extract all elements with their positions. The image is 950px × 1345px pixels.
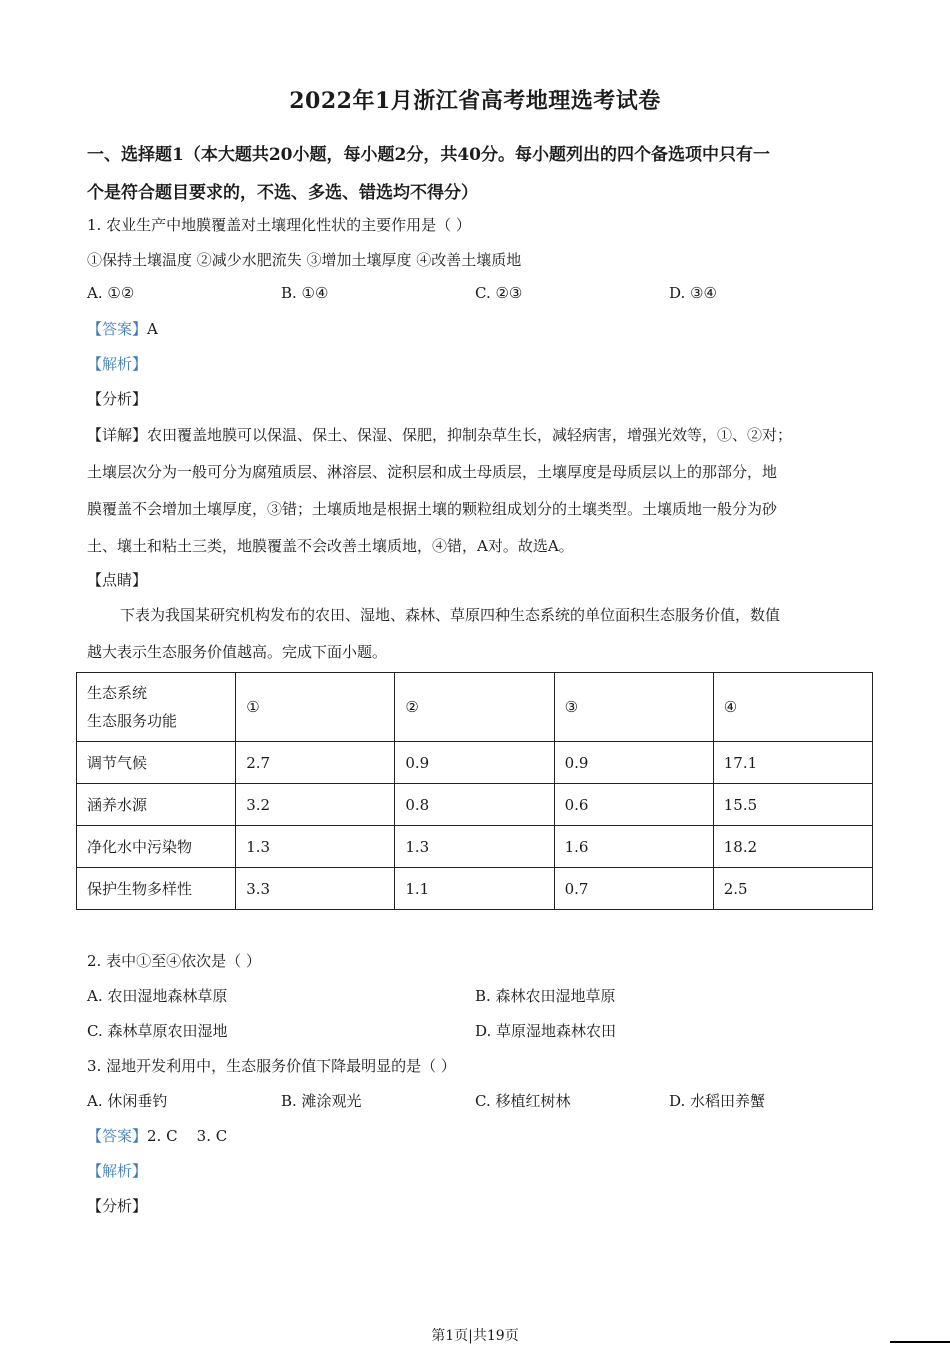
q1-detail-line-1: 【详解】农田覆盖地膜可以保温、保土、保湿、保肥，抑制杂草生长，减轻病害，增强光效等，①、②对； [87, 426, 793, 444]
table-cell: 2.5 [713, 868, 872, 910]
q2-option-a: A. 农田湿地森林草原 [87, 987, 228, 1005]
question-3-stem: 3. 湿地开发利用中，生态服务价值下降最明显的是（ ） [87, 1057, 456, 1075]
table-cell: 1.3 [236, 826, 395, 868]
answer-value: 2. C 3. C [147, 1127, 228, 1145]
table-cell: 2.7 [236, 742, 395, 784]
table-cell: 17.1 [713, 742, 872, 784]
q1-dianjing-label: 【点睛】 [87, 571, 148, 589]
q1-option-a: A. ①② [87, 284, 135, 302]
q1-detail-line-2: 土壤层次分为一般可分为腐殖质层、淋溶层、淀积层和成土母质层，土壤厚度是母质层以上的那部分，地 [87, 463, 778, 481]
column-header: ③ [554, 673, 713, 742]
q1-analysis-label: 【解析】 [87, 355, 148, 373]
table-cell: 1.3 [395, 826, 554, 868]
q3-option-d: D. 水稻田养蟹 [669, 1092, 766, 1110]
table-cell: 3.2 [236, 784, 395, 826]
table-cell: 0.9 [554, 742, 713, 784]
q2-option-c: C. 森林草原农田湿地 [87, 1022, 228, 1040]
table-row [77, 826, 873, 868]
table-cell: 18.2 [713, 826, 872, 868]
answer-label: 【答案】 [87, 320, 148, 338]
table-cell: 1.6 [554, 826, 713, 868]
q1-fenxi-label: 【分析】 [87, 390, 148, 408]
q23-analysis-label: 【解析】 [87, 1162, 148, 1180]
q1-option-b: B. ①④ [281, 284, 329, 302]
column-header: ① [236, 673, 395, 742]
table-row [77, 784, 873, 826]
intro-line-1: 下表为我国某研究机构发布的农田、湿地、森林、草原四种生态系统的单位面积生态服务价值，数值 [120, 606, 781, 624]
q3-option-c: C. 移植红树林 [475, 1092, 571, 1110]
q2-option-b: B. 森林农田湿地草原 [475, 987, 616, 1005]
column-header: ④ [713, 673, 872, 742]
q1-detail-line-4: 土、壤土和粘土三类，地膜覆盖不会改善土壤质地，④错，A对。故选A。 [87, 537, 574, 555]
table-cell: 1.1 [395, 868, 554, 910]
q2-option-d: D. 草原湿地森林农田 [475, 1022, 617, 1040]
row-label: 调节气候 [77, 742, 236, 784]
table-row [77, 868, 873, 910]
q1-detail-line-3: 膜覆盖不会增加土壤厚度，③错；土壤质地是根据土壤的颗粒组成划分的土壤类型。土壤质地一般分为砂 [87, 500, 778, 518]
table-cell: 0.7 [554, 868, 713, 910]
table-header-row [77, 673, 873, 742]
section-header-line2: 个是符合题目要求的，不选、多选、错选均不得分） [87, 183, 478, 203]
table-cell: 3.3 [236, 868, 395, 910]
corner-divider [890, 1341, 950, 1343]
page-title: 2022年1月浙江省高考地理选考试卷 [289, 88, 661, 114]
table-row [77, 742, 873, 784]
table-cell: 0.6 [554, 784, 713, 826]
q1-option-d: D. ③④ [669, 284, 717, 302]
q1-option-c: C. ②③ [475, 284, 523, 302]
answer-label: 【答案】 [87, 1127, 148, 1145]
row-label: 涵养水源 [77, 784, 236, 826]
question-2-stem: 2. 表中①至④依次是（ ） [87, 952, 261, 970]
table-corner-header: 生态系统 生态服务功能 [77, 673, 236, 742]
q3-option-a: A. 休闲垂钓 [87, 1092, 168, 1110]
answer-value: A [147, 320, 158, 338]
table-cell: 0.8 [395, 784, 554, 826]
q1-answer [87, 318, 158, 339]
question-1-stem: 1. 农业生产中地膜覆盖对土壤理化性状的主要作用是（ ） [87, 216, 471, 234]
section-header-line1: 一、选择题1（本大题共20小题，每小题2分，共40分。每小题列出的四个备选项中只有一 [87, 145, 770, 165]
q23-answer [87, 1125, 227, 1146]
question-1-items: ①保持土壤温度 ②减少水肥流失 ③增加土壤厚度 ④改善土壤质地 [87, 251, 522, 269]
column-header: ② [395, 673, 554, 742]
q3-option-b: B. 滩涂观光 [281, 1092, 362, 1110]
table-cell: 0.9 [395, 742, 554, 784]
row-label: 保护生物多样性 [77, 868, 236, 910]
intro-line-2: 越大表示生态服务价值越高。完成下面小题。 [87, 643, 388, 661]
table-cell: 15.5 [713, 784, 872, 826]
row-label: 净化水中污染物 [77, 826, 236, 868]
q23-fenxi-label: 【分析】 [87, 1197, 148, 1215]
page-footer: 第1页|共19页 [431, 1328, 519, 1344]
ecosystem-service-table [76, 672, 873, 910]
